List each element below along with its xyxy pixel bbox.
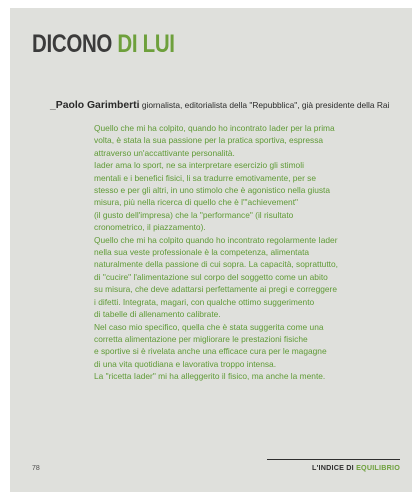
body-line: i difetti. Integrata, magari, con qualche ottimo suggerimento	[94, 296, 315, 307]
section-heading	[32, 29, 175, 59]
footer-title-part-1: L'INDICE DI	[312, 463, 354, 472]
page-number: 78	[32, 465, 40, 472]
body-line: di tabelle di allenamento calibrate.	[94, 309, 221, 320]
body-line: di "cucire" l'alimentazione sul corpo del soggetto come un abito	[94, 271, 328, 282]
body-line: Nel caso mio specifico, quella che è stata suggerita come una	[94, 321, 324, 332]
body-line: naturalmente della passione di cui sopra. La capacità, soprattutto,	[94, 259, 338, 270]
running-footer	[312, 463, 400, 472]
body-line: volta, è stata la sua passione per la pratica sportiva, espressa	[94, 135, 324, 146]
body-line: (il gusto dell'impresa) che la "performance" (il risultato	[94, 209, 294, 220]
author-role: giornalista, editorialista della "Repubblica", già presidente della Rai	[141, 100, 390, 110]
body-line: di una vita quotidiana e lavorativa troppo intensa.	[94, 358, 277, 369]
author-name: _Paolo Garimberti	[50, 100, 140, 111]
body-line: corretta alimentazione per migliorare le prestazioni fisiche	[94, 333, 308, 344]
body-line: stesso e per gli altri, in uno stimolo che è agonistico nella giusta	[94, 185, 331, 196]
page	[10, 8, 412, 492]
body-line: Iader ama lo sport, ne sa interpretare esercizio gli stimoli	[94, 160, 304, 171]
body-line: nella sua veste professionale è la competenza, alimentata	[94, 247, 310, 258]
footer-title-part-2: EQUILIBRIO	[356, 463, 400, 472]
byline	[50, 100, 389, 111]
body-line: e sportive si è rivelata anche una efficace cura per le magagne	[94, 346, 327, 357]
body-line: misura, più nella ricerca di quello che è l'"achievement"	[94, 197, 298, 208]
body-line: Quello che mi ha colpito, quando ho incontrato Iader per la prima	[94, 123, 335, 133]
body-line: mentali e i benefici fisici, li sa tradurre emotivamente, per se	[94, 172, 317, 183]
body-line: Quello che mi ha colpito quando ho incontrato regolarmente Iader	[94, 234, 338, 245]
body-line: su misura, che deve adattarsi perfettamente ai pregi e correggere	[94, 284, 338, 295]
heading-part-2: DI LUI	[117, 30, 175, 58]
heading-part-1: DICONO	[32, 30, 113, 58]
body-line: cronometrico, il piazzamento).	[94, 222, 206, 233]
footer-divider	[267, 459, 400, 460]
quote-body	[94, 122, 399, 383]
body-line: La "ricetta Iader" mi ha alleggerito il fisico, ma anche la mente.	[94, 371, 326, 382]
body-line: attraverso un'accattivante personalità.	[94, 147, 235, 158]
